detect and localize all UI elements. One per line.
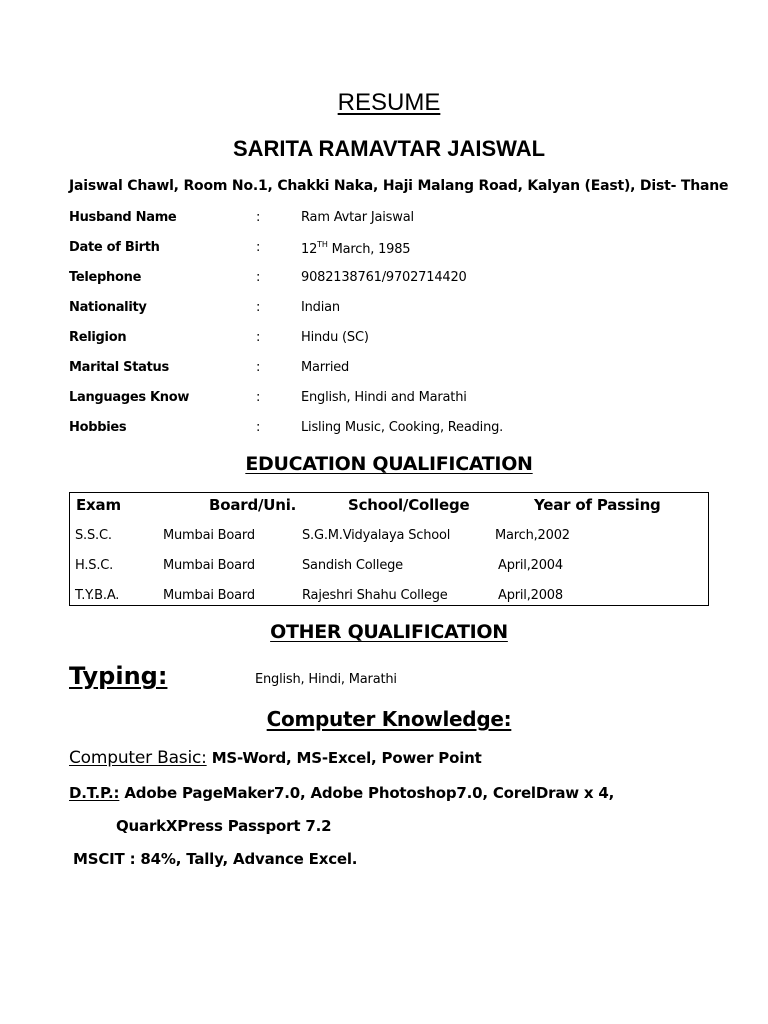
table-cell-school: Sandish College <box>302 558 403 573</box>
address-line: Jaiswal Chawl, Room No.1, Chakki Naka, Haji Malang Road, Kalyan (East), Dist- Thane <box>69 178 729 194</box>
table-cell-year: March,2002 <box>495 528 570 543</box>
resume-title: RESUME <box>337 89 441 116</box>
husband-name-value: Ram Avtar Jaiswal <box>301 210 414 225</box>
table-cell-school: S.G.M.Vidyalaya School <box>302 528 451 543</box>
table-cell-board: Mumbai Board <box>163 558 255 573</box>
husband-name-label: Husband Name <box>69 210 177 225</box>
computer-basic-value: MS-Word, MS-Excel, Power Point <box>211 749 482 767</box>
field-separator: : <box>256 210 261 225</box>
hobbies-value: Lisling Music, Cooking, Reading. <box>301 420 504 435</box>
dtp-value: Adobe PageMaker7.0, Adobe Photoshop7.0, CorelDraw x 4, <box>124 784 615 802</box>
marital-status-value: Married <box>301 360 350 375</box>
table-header-board: Board/Uni. <box>209 496 297 514</box>
dtp-line <box>69 784 614 802</box>
table-cell-exam: T.Y.B.A. <box>75 588 120 603</box>
field-separator: : <box>256 360 261 375</box>
computer-knowledge-heading: Computer Knowledge: <box>266 707 512 731</box>
mscit-line: MSCIT : 84%, Tally, Advance Excel. <box>73 850 358 868</box>
typing-label: Typing: <box>69 662 168 690</box>
marital-status-label: Marital Status <box>69 360 169 375</box>
dob-month-year: March, 1985 <box>327 242 411 257</box>
nationality-value: Indian <box>301 300 340 315</box>
table-cell-exam: S.S.C. <box>75 528 112 543</box>
typing-value: English, Hindi, Marathi <box>255 672 397 687</box>
table-cell-board: Mumbai Board <box>163 528 255 543</box>
field-separator: : <box>256 390 261 405</box>
telephone-value: 9082138761/9702714420 <box>301 270 467 285</box>
table-cell-school: Rajeshri Shahu College <box>302 588 448 603</box>
religion-label: Religion <box>69 330 127 345</box>
table-header-school: School/College <box>348 496 470 514</box>
date-of-birth-label: Date of Birth <box>69 240 160 255</box>
candidate-name: SARITA RAMAVTAR JAISWAL <box>232 136 546 161</box>
field-separator: : <box>256 420 261 435</box>
religion-value: Hindu (SC) <box>301 330 369 345</box>
table-cell-year: April,2008 <box>498 588 563 603</box>
education-heading: EDUCATION QUALIFICATION <box>245 453 533 475</box>
table-cell-board: Mumbai Board <box>163 588 255 603</box>
field-separator: : <box>256 300 261 315</box>
date-of-birth-value <box>301 240 410 257</box>
languages-value: English, Hindi and Marathi <box>301 390 467 405</box>
computer-basic-line <box>69 748 482 768</box>
dtp-label: D.T.P.: <box>69 784 120 802</box>
dob-ordinal-suffix: TH <box>317 240 328 249</box>
other-qualification-heading: OTHER QUALIFICATION <box>270 621 508 643</box>
table-cell-year: April,2004 <box>498 558 563 573</box>
field-separator: : <box>256 330 261 345</box>
table-cell-exam: H.S.C. <box>75 558 114 573</box>
nationality-label: Nationality <box>69 300 147 315</box>
education-table <box>69 492 709 606</box>
languages-label: Languages Know <box>69 390 190 405</box>
computer-basic-label: Computer Basic: <box>69 748 207 768</box>
table-header-year: Year of Passing <box>534 496 661 514</box>
field-separator: : <box>256 270 261 285</box>
table-header-exam: Exam <box>76 496 121 514</box>
dob-day: 12 <box>301 242 318 257</box>
telephone-label: Telephone <box>69 270 142 285</box>
hobbies-label: Hobbies <box>69 420 127 435</box>
field-separator: : <box>256 240 261 255</box>
dtp-value-continued: QuarkXPress Passport 7.2 <box>116 817 332 835</box>
